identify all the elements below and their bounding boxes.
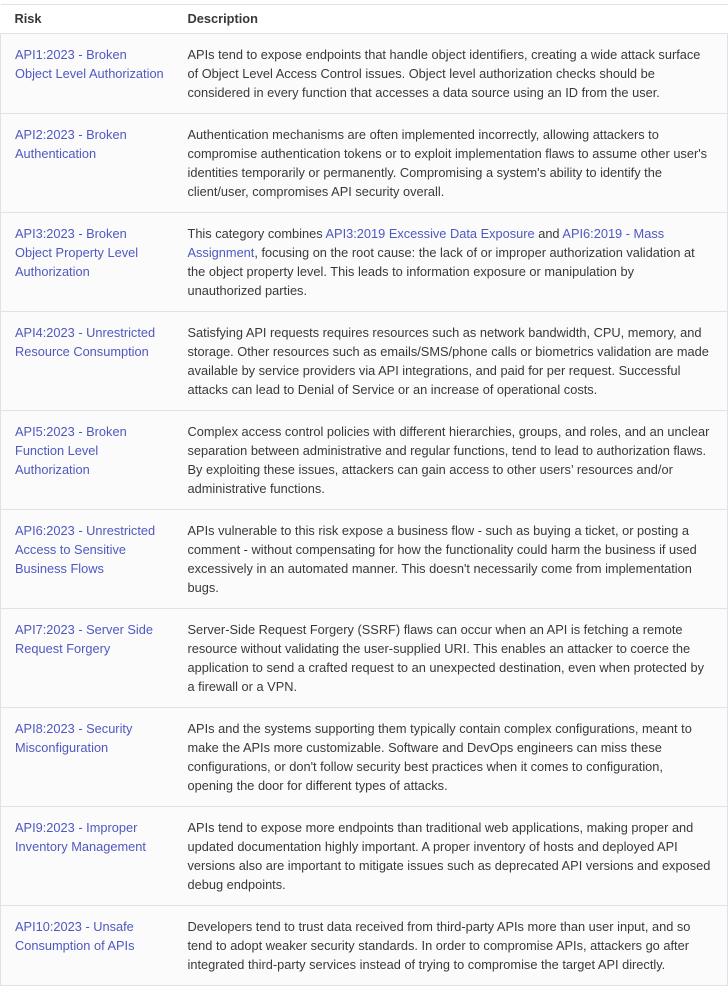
risk-cell (1, 114, 174, 213)
description-cell (174, 114, 728, 213)
description-cell (174, 906, 728, 986)
column-header-risk: Risk (1, 5, 174, 34)
table-body (1, 34, 728, 986)
description-text: Server-Side Request Forgery (SSRF) flaws can occur when an API is fetching a remote resource without validating the user-supplied URI. This enables an attacker to coerce the application to send a crafted request to an unexpected destination, even when protected by a firewall or a VPN. (187, 622, 704, 694)
column-header-description: Description (174, 5, 728, 34)
table-row (1, 510, 728, 609)
risk-cell (1, 906, 174, 986)
risk-link[interactable]: API5:2023 - Broken Function Level Authorization (15, 424, 127, 477)
description-cell (174, 609, 728, 708)
table-row (1, 34, 728, 114)
description-cell (174, 34, 728, 114)
description-cell (174, 312, 728, 411)
risk-cell (1, 411, 174, 510)
table-row (1, 609, 728, 708)
risk-cell (1, 312, 174, 411)
description-text: Complex access control policies with different hierarchies, groups, and roles, and an unclear separation between administrative and regular functions, tend to lead to authorization flaws. By exploiting these issues, attackers can gain access to other users’ resources and/or administrative functions. (187, 424, 710, 496)
inline-reference-link[interactable]: API3:2019 Excessive Data Exposure (325, 226, 535, 241)
table-row (1, 807, 728, 906)
description-text: APIs tend to expose more endpoints than traditional web applications, making proper and updated documentation highly important. A proper inventory of hosts and deployed API versions also are important to mitigate issues such as deprecated API versions and exposed debug endpoints. (187, 820, 711, 892)
description-cell (174, 213, 728, 312)
description-text: and (534, 226, 563, 241)
table-row (1, 114, 728, 213)
description-text: APIs tend to expose endpoints that handle object identifiers, creating a wide attack surface of Object Level Access Control issues. Object level authorization checks should be considered in every function that accesses a data source using an ID from the user. (187, 47, 701, 100)
table-row (1, 411, 728, 510)
inline-reference-link[interactable]: API6:2019 - Mass Assignment (187, 226, 665, 260)
risk-cell (1, 34, 174, 114)
description-text: APIs and the systems supporting them typically contain complex configurations, meant to make the APIs more customizable. Software and DevOps engineers can miss these configurations, or don't follow security best practices when it comes to configuration, opening the door for different types of attacks. (187, 721, 692, 793)
risk-link[interactable]: API4:2023 - Unrestricted Resource Consumption (15, 325, 156, 359)
header-row (1, 5, 728, 34)
description-text: , focusing on the root cause: the lack of or improper authorization validation at the object property level. This leads to information exposure or manipulation by unauthorized parties. (187, 245, 695, 298)
risk-link[interactable]: API2:2023 - Broken Authentication (15, 127, 127, 161)
description-cell (174, 411, 728, 510)
risk-cell (1, 510, 174, 609)
risk-link[interactable]: API6:2023 - Unrestricted Access to Sensitive Business Flows (15, 523, 156, 576)
risk-link[interactable]: API8:2023 - Security Misconfiguration (15, 721, 133, 755)
risk-link[interactable]: API3:2023 - Broken Object Property Level Authorization (15, 226, 139, 279)
table-row (1, 312, 728, 411)
description-text: APIs vulnerable to this risk expose a business flow - such as buying a ticket, or posting a comment - without compensating for how the functionality could harm the business if used excessively in an automated manner. This doesn't necessarily come from implementation bugs. (187, 523, 697, 595)
risk-cell (1, 213, 174, 312)
description-text: Authentication mechanisms are often implemented incorrectly, allowing attackers to compromise authentication tokens or to exploit implementation flaws to assume other user's identities temporarily or permanently. Compromising a system's ability to identify the client/user, compromises API security overall. (187, 127, 708, 199)
risk-table (0, 4, 728, 986)
risk-link[interactable]: API7:2023 - Server Side Request Forgery (15, 622, 153, 656)
description-cell (174, 708, 728, 807)
risk-link[interactable]: API10:2023 - Unsafe Consumption of APIs (15, 919, 135, 953)
risk-link[interactable]: API9:2023 - Improper Inventory Management (15, 820, 146, 854)
description-cell (174, 510, 728, 609)
description-text: Satisfying API requests requires resources such as network bandwidth, CPU, memory, and storage. Other resources such as emails/SMS/phone calls or biometrics validation are made available by service providers via API integrations, and paid for per request. Successful attacks can lead to Denial of Service or an increase of operational costs. (187, 325, 709, 397)
description-text: Developers tend to trust data received from third-party APIs more than user input, and so tend to adopt weaker security standards. In order to compromise APIs, attackers go after integrated third-party services instead of trying to compromise the target API directly. (187, 919, 691, 972)
risk-link[interactable]: API1:2023 - Broken Object Level Authorization (15, 47, 164, 81)
risk-cell (1, 708, 174, 807)
table-row (1, 906, 728, 986)
table-row (1, 213, 728, 312)
risk-cell (1, 807, 174, 906)
description-cell (174, 807, 728, 906)
description-text: This category combines (187, 226, 326, 241)
table-row (1, 708, 728, 807)
risk-cell (1, 609, 174, 708)
